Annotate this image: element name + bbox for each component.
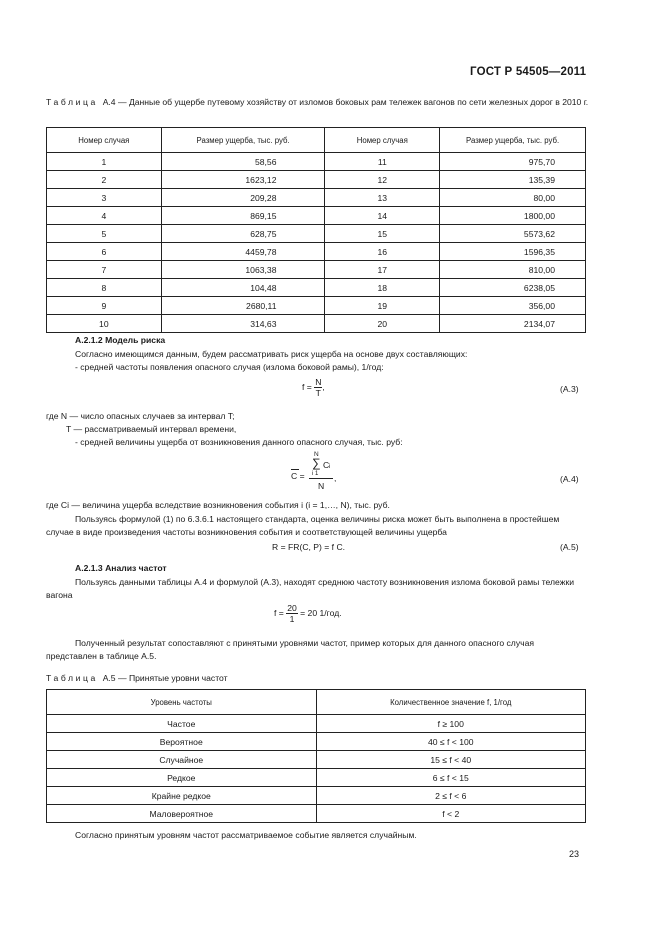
table-row	[47, 261, 586, 279]
table-cell: 975,70	[440, 153, 586, 171]
eq-a3-numerator: N	[315, 377, 322, 387]
table-cell: 810,00	[440, 261, 586, 279]
paragraph-intro: Согласно имеющимся данным, будем рассматривать риск ущерба на основе двух составляющих:	[75, 349, 468, 359]
paragraph-risk-formula: Пользуясь формулой (1) по 6.3.6.1 настоящего стандарта, оценка величины риска может быть выполнена в простейшем случае в виде произведения частоты возникновения события и соответствующей величины ущерба	[46, 514, 560, 537]
table-cell: 6 ≤ f < 15	[316, 769, 585, 787]
eq-freq-numerator: 20	[287, 603, 297, 613]
table-cell: 8	[47, 279, 162, 297]
list-item-damage: - средней величины ущерба от возникновения данного опасного случая, тыс. руб:	[75, 437, 403, 447]
eq-a4-tail: ,	[334, 473, 337, 483]
table-cell: 15	[325, 225, 440, 243]
table-cell: 1596,35	[440, 243, 586, 261]
where-t: T — рассматриваемый интервал времени,	[66, 424, 237, 434]
table-cell: 6238,05	[440, 279, 586, 297]
eq-a3-lhs: f =	[302, 381, 312, 392]
table-cell: 80,00	[440, 189, 586, 207]
eq-a4-sum-bottom: i 1	[312, 471, 319, 477]
table-cell: 1063,38	[161, 261, 325, 279]
table-cell: 20	[325, 315, 440, 333]
table-a5-caption-prefix: Таблица	[46, 673, 98, 683]
eq-a5-label: (А.5)	[560, 542, 579, 552]
eq-freq-lhs: f =	[274, 607, 284, 618]
table-a4	[46, 127, 586, 333]
table-cell: 6	[47, 243, 162, 261]
table-cell: 4	[47, 207, 162, 225]
table-cell: 2	[47, 171, 162, 189]
table-cell: 1800,00	[440, 207, 586, 225]
table-cell: 11	[325, 153, 440, 171]
table-row	[47, 153, 586, 171]
eq-a4-denominator: N	[318, 481, 325, 491]
equation-a4	[291, 451, 361, 493]
list-item-frequency: - средней частоты появления опасного случая (излома боковой рамы), 1/год:	[75, 362, 384, 372]
table-cell: 17	[325, 261, 440, 279]
section-title-a212: А.2.1.2 Модель риска	[75, 335, 166, 345]
eq-a4-fraction-bar	[309, 478, 333, 479]
where-ci: где Ci — величина ущерба вследствие возникновения события i (i = 1,…, N), тыс. руб.	[46, 500, 390, 510]
col-header-frequency-level: Уровень частоты	[47, 690, 317, 715]
table-cell: 135,39	[440, 171, 586, 189]
table-cell: 2 ≤ f < 6	[316, 787, 585, 805]
table-cell: Вероятное	[47, 733, 317, 751]
table-cell: Редкое	[47, 769, 317, 787]
table-cell: 104,48	[161, 279, 325, 297]
table-a4-caption	[46, 97, 606, 108]
table-cell: 14	[325, 207, 440, 225]
table-cell: Маловероятное	[47, 805, 317, 823]
equation-frequency	[274, 603, 342, 624]
paragraph-comparison: Полученный результат сопоставляют с принятыми уровнями частот, пример которых для данного опасного случая представлен в таблице А.5.	[46, 638, 535, 661]
table-cell: 356,00	[440, 297, 586, 315]
table-cell: 2680,11	[161, 297, 325, 315]
table-row	[47, 171, 586, 189]
table-row	[47, 715, 586, 733]
eq-a3-denominator: T	[315, 388, 321, 398]
eq-a4-sum-symbol: ∑	[312, 456, 321, 470]
table-row	[47, 769, 586, 787]
col-header-quantitative-value: Количественное значение f, 1/год	[316, 690, 585, 715]
table-row	[47, 243, 586, 261]
eq-a4-sum-var: C	[323, 460, 330, 470]
eq-a4-label: (А.4)	[560, 474, 579, 484]
table-cell: 628,75	[161, 225, 325, 243]
table-row	[47, 787, 586, 805]
table-cell: 12	[325, 171, 440, 189]
table-row	[47, 805, 586, 823]
table-row	[47, 297, 586, 315]
table-cell: 13	[325, 189, 440, 207]
table-a5	[46, 689, 586, 823]
table-cell: f ≥ 100	[316, 715, 585, 733]
table-cell: 40 ≤ f < 100	[316, 733, 585, 751]
table-cell: 58,56	[161, 153, 325, 171]
table-cell: 16	[325, 243, 440, 261]
table-cell: Частое	[47, 715, 317, 733]
document-code: ГОСТ Р 54505—2011	[470, 66, 587, 78]
table-cell: 7	[47, 261, 162, 279]
table-cell: Крайне редкое	[47, 787, 317, 805]
conclusion-text: Согласно принятым уровням частот рассматриваемое событие является случайным.	[75, 830, 417, 840]
eq-a4-sum-sub: i	[329, 464, 331, 470]
table-row	[47, 279, 586, 297]
table-a4-caption-text: А.4 — Данные об ущербе путевому хозяйству от изломов боковых рам тележек вагонов по сети железных дорог в 2010 г.	[102, 97, 589, 107]
eq-a3-label: (А.3)	[560, 384, 579, 394]
table-cell: f < 2	[316, 805, 585, 823]
table-cell: 2134,07	[440, 315, 586, 333]
where-n: где N — число опасных случаев за интервал T;	[46, 411, 235, 421]
table-a4-caption-prefix: Таблица	[46, 97, 98, 107]
table-a5-caption-text: А.5 — Принятые уровни частот	[102, 673, 228, 683]
table-cell: Случайное	[47, 751, 317, 769]
table-row	[47, 207, 586, 225]
eq-freq-result: = 20 1/год.	[300, 607, 342, 618]
section-title-a213: А.2.1.3 Анализ частот	[75, 563, 167, 573]
eq-a4-bar	[291, 469, 299, 470]
table-cell: 9	[47, 297, 162, 315]
col-header-damage: Размер ущерба, тыс. руб.	[161, 128, 325, 153]
table-row	[47, 733, 586, 751]
table-cell: 1623,12	[161, 171, 325, 189]
table-a5-caption	[46, 673, 606, 684]
table-cell: 869,15	[161, 207, 325, 225]
table-row	[47, 315, 586, 333]
eq-a4-lhs: C =	[291, 471, 305, 481]
table-cell: 3	[47, 189, 162, 207]
table-row	[47, 225, 586, 243]
table-cell: 18	[325, 279, 440, 297]
table-cell: 1	[47, 153, 162, 171]
table-header-row	[47, 128, 586, 153]
table-cell: 5	[47, 225, 162, 243]
eq-a3-tail: ,	[322, 381, 325, 392]
table-cell: 10	[47, 315, 162, 333]
table-cell: 314,63	[161, 315, 325, 333]
eq-a4-sum-top: N	[314, 451, 319, 458]
equation-a5: R = FR(C, P) = f C.	[272, 542, 346, 552]
eq-freq-fraction	[286, 603, 298, 624]
table-header-row	[47, 690, 586, 715]
table-cell: 15 ≤ f < 40	[316, 751, 585, 769]
table-cell: 19	[325, 297, 440, 315]
eq-freq-denominator: 1	[289, 614, 295, 624]
col-header-damage-2: Размер ущерба, тыс. руб.	[440, 128, 586, 153]
col-header-case-no-2: Номер случая	[325, 128, 440, 153]
page-number: 23	[569, 849, 580, 859]
table-cell: 4459,78	[161, 243, 325, 261]
col-header-case-no: Номер случая	[47, 128, 162, 153]
table-row	[47, 751, 586, 769]
table-row	[47, 189, 586, 207]
paragraph-frequency-analysis: Пользуясь данными таблицы А.4 и формулой (А.3), находят среднюю частоту возникновения излома боковой рамы тележки вагона	[46, 577, 575, 600]
table-cell: 5573,62	[440, 225, 586, 243]
equation-a3	[302, 377, 325, 398]
table-cell: 209,28	[161, 189, 325, 207]
